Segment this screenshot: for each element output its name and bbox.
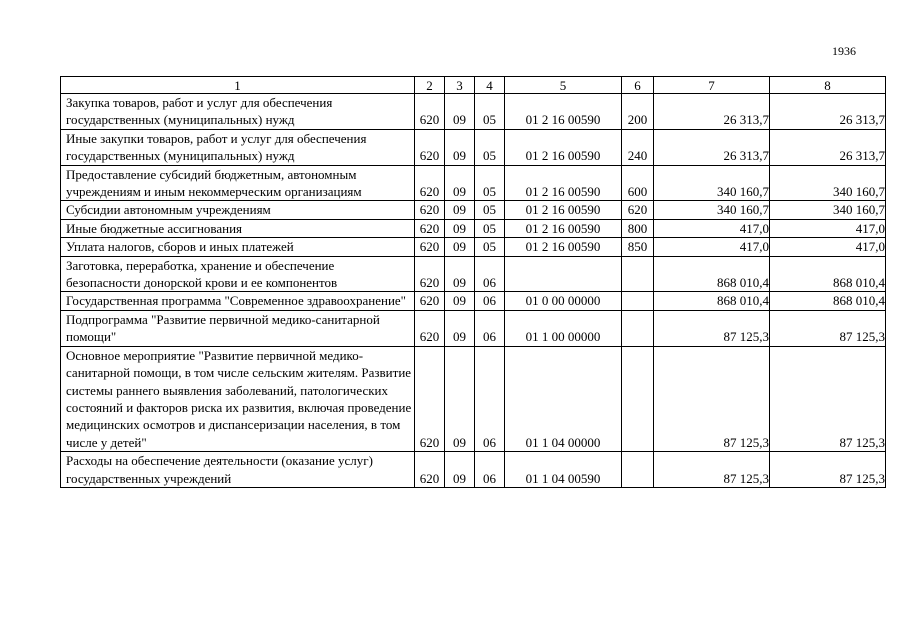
cell-expense-type: 620 — [622, 201, 654, 219]
cell-section: 09 — [445, 165, 475, 201]
cell-amount-2: 340 160,7 — [770, 165, 886, 201]
cell-name: Иные бюджетные ассигнования — [61, 219, 415, 237]
cell-name: Уплата налогов, сборов и иных платежей — [61, 238, 415, 256]
table-row — [61, 256, 886, 292]
cell-name: Подпрограмма "Развитие первичной медико-санитарной помощи" — [61, 310, 415, 346]
cell-name: Закупка товаров, работ и услуг для обеспечения государственных (муниципальных) нужд — [61, 94, 415, 130]
cell-ministry: 620 — [415, 94, 445, 130]
cell-target-article: 01 2 16 00590 — [505, 219, 622, 237]
cell-section: 09 — [445, 129, 475, 165]
cell-subsection: 05 — [475, 238, 505, 256]
budget-table — [60, 76, 886, 488]
cell-expense-type: 850 — [622, 238, 654, 256]
cell-amount-2: 87 125,3 — [770, 310, 886, 346]
cell-amount-1: 87 125,3 — [654, 346, 770, 451]
table-body — [61, 77, 886, 488]
table-row — [61, 165, 886, 201]
cell-name: Иные закупки товаров, работ и услуг для обеспечения государственных (муниципальных) нужд — [61, 129, 415, 165]
cell-expense-type — [622, 346, 654, 451]
cell-name: Предоставление субсидий бюджетным, автономным учреждениям и иным некоммерческим организациям — [61, 165, 415, 201]
cell-subsection: 06 — [475, 292, 505, 310]
cell-amount-2: 417,0 — [770, 238, 886, 256]
cell-amount-1: 868 010,4 — [654, 256, 770, 292]
cell-amount-1: 87 125,3 — [654, 310, 770, 346]
cell-section: 09 — [445, 292, 475, 310]
cell-target-article: 01 2 16 00590 — [505, 129, 622, 165]
cell-section: 09 — [445, 219, 475, 237]
cell-target-article: 01 2 16 00590 — [505, 238, 622, 256]
cell-subsection: 06 — [475, 452, 505, 488]
cell-amount-2: 340 160,7 — [770, 201, 886, 219]
table-row — [61, 129, 886, 165]
cell-section: 09 — [445, 238, 475, 256]
cell-section: 09 — [445, 256, 475, 292]
header-cell-6: 6 — [622, 77, 654, 94]
cell-expense-type — [622, 452, 654, 488]
table-row — [61, 346, 886, 451]
cell-target-article: 01 0 00 00000 — [505, 292, 622, 310]
cell-amount-1: 340 160,7 — [654, 201, 770, 219]
cell-subsection: 05 — [475, 219, 505, 237]
cell-ministry: 620 — [415, 292, 445, 310]
cell-expense-type — [622, 310, 654, 346]
table-row — [61, 201, 886, 219]
cell-section: 09 — [445, 346, 475, 451]
header-cell-5: 5 — [505, 77, 622, 94]
cell-amount-2: 868 010,4 — [770, 256, 886, 292]
cell-ministry: 620 — [415, 346, 445, 451]
cell-target-article: 01 2 16 00590 — [505, 165, 622, 201]
cell-ministry: 620 — [415, 129, 445, 165]
header-row — [61, 77, 886, 94]
cell-amount-1: 340 160,7 — [654, 165, 770, 201]
cell-subsection: 05 — [475, 165, 505, 201]
cell-subsection: 05 — [475, 129, 505, 165]
cell-expense-type — [622, 256, 654, 292]
table-row — [61, 452, 886, 488]
cell-subsection: 06 — [475, 256, 505, 292]
cell-section: 09 — [445, 452, 475, 488]
cell-expense-type — [622, 292, 654, 310]
cell-ministry: 620 — [415, 310, 445, 346]
cell-section: 09 — [445, 94, 475, 130]
cell-amount-2: 26 313,7 — [770, 94, 886, 130]
header-cell-4: 4 — [475, 77, 505, 94]
page-number: 1936 — [832, 44, 856, 58]
cell-expense-type: 200 — [622, 94, 654, 130]
cell-subsection: 06 — [475, 310, 505, 346]
cell-target-article: 01 1 00 00000 — [505, 310, 622, 346]
table-row — [61, 94, 886, 130]
header-cell-2: 2 — [415, 77, 445, 94]
header-cell-3: 3 — [445, 77, 475, 94]
table-row — [61, 238, 886, 256]
cell-amount-1: 26 313,7 — [654, 94, 770, 130]
header-cell-7: 7 — [654, 77, 770, 94]
table-row — [61, 292, 886, 310]
cell-amount-1: 26 313,7 — [654, 129, 770, 165]
cell-ministry: 620 — [415, 165, 445, 201]
cell-name: Заготовка, переработка, хранение и обеспечение безопасности донорской крови и ее компонентов — [61, 256, 415, 292]
cell-target-article — [505, 256, 622, 292]
cell-target-article: 01 1 04 00590 — [505, 452, 622, 488]
cell-section: 09 — [445, 310, 475, 346]
table-row — [61, 310, 886, 346]
cell-name: Расходы на обеспечение деятельности (оказание услуг) государственных учреждений — [61, 452, 415, 488]
cell-subsection: 06 — [475, 346, 505, 451]
cell-name: Государственная программа "Современное здравоохранение" — [61, 292, 415, 310]
cell-section: 09 — [445, 201, 475, 219]
cell-name: Основное мероприятие "Развитие первичной медико-санитарной помощи, в том числе сельским жителям. Развитие системы раннего выявления заболеваний, патологических состояний и факторов риска их развития, включая проведение медицинских осмотров и диспансеризации населения, в том числе у детей" — [61, 346, 415, 451]
cell-name: Субсидии автономным учреждениям — [61, 201, 415, 219]
cell-ministry: 620 — [415, 452, 445, 488]
cell-ministry: 620 — [415, 238, 445, 256]
cell-expense-type: 240 — [622, 129, 654, 165]
table-row — [61, 219, 886, 237]
cell-ministry: 620 — [415, 201, 445, 219]
cell-amount-2: 87 125,3 — [770, 452, 886, 488]
cell-subsection: 05 — [475, 201, 505, 219]
cell-expense-type: 600 — [622, 165, 654, 201]
cell-amount-1: 868 010,4 — [654, 292, 770, 310]
header-cell-8: 8 — [770, 77, 886, 94]
cell-amount-2: 417,0 — [770, 219, 886, 237]
cell-target-article: 01 2 16 00590 — [505, 94, 622, 130]
cell-amount-2: 868 010,4 — [770, 292, 886, 310]
cell-amount-1: 417,0 — [654, 238, 770, 256]
cell-amount-2: 26 313,7 — [770, 129, 886, 165]
cell-expense-type: 800 — [622, 219, 654, 237]
cell-amount-1: 87 125,3 — [654, 452, 770, 488]
cell-subsection: 05 — [475, 94, 505, 130]
cell-target-article: 01 2 16 00590 — [505, 201, 622, 219]
cell-amount-2: 87 125,3 — [770, 346, 886, 451]
cell-amount-1: 417,0 — [654, 219, 770, 237]
cell-target-article: 01 1 04 00000 — [505, 346, 622, 451]
cell-ministry: 620 — [415, 256, 445, 292]
header-cell-1: 1 — [61, 77, 415, 94]
cell-ministry: 620 — [415, 219, 445, 237]
